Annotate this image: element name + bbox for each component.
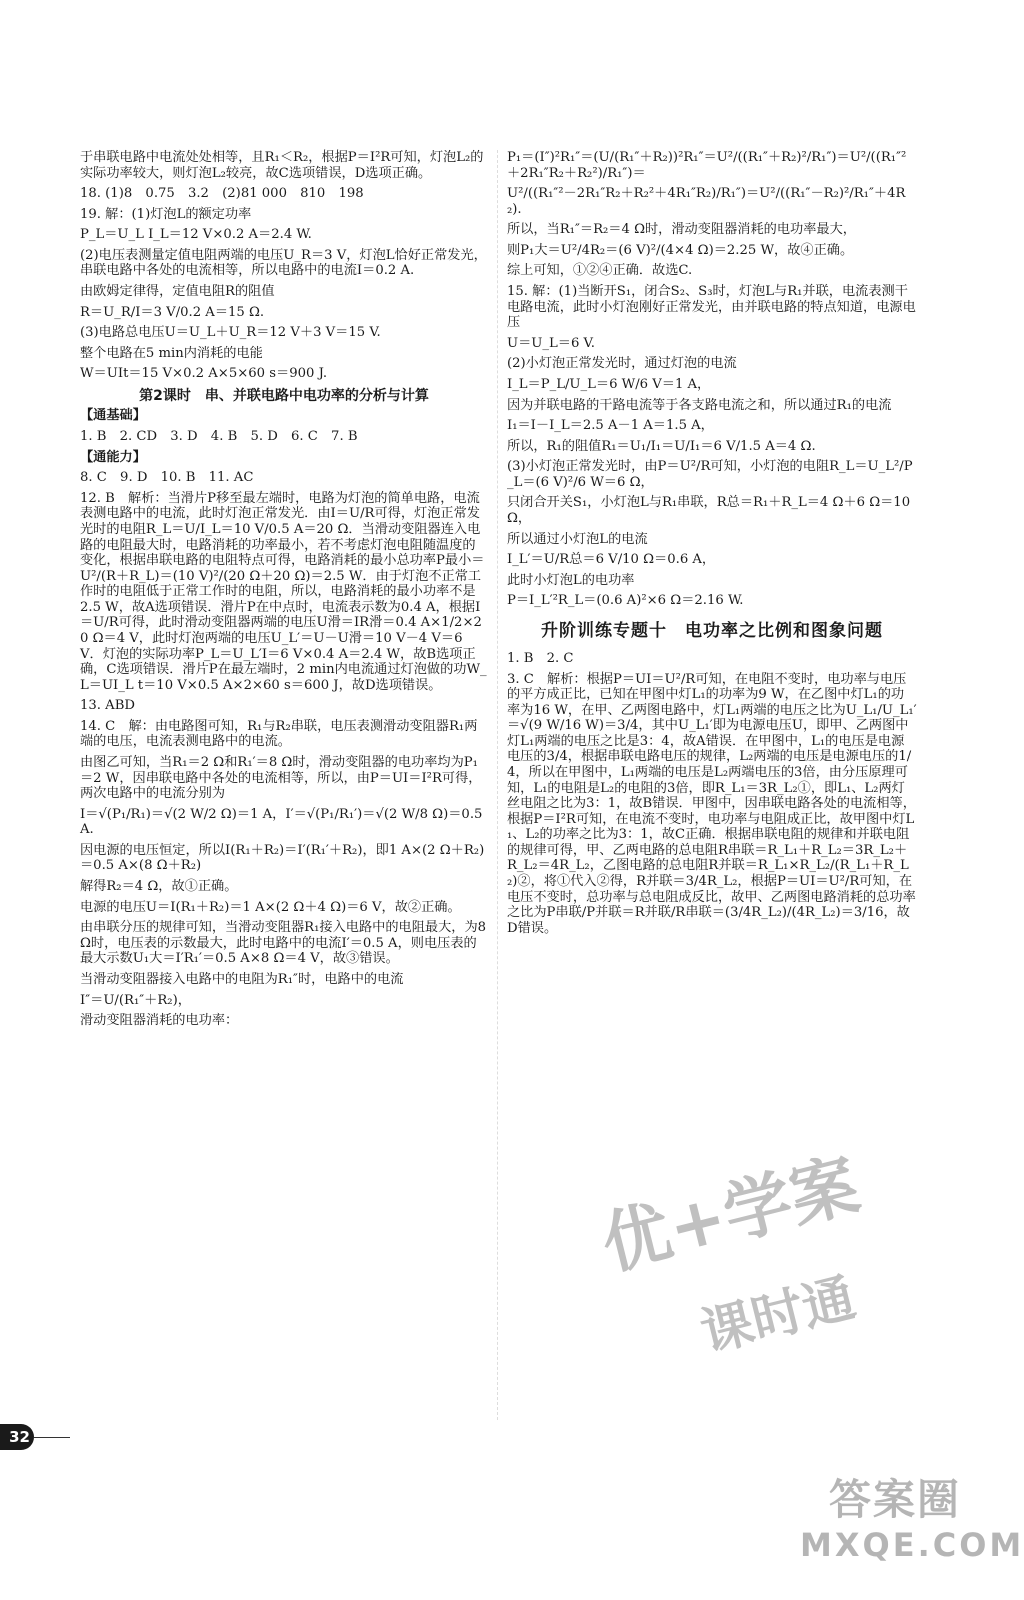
- text-line: I_L′＝U/R总＝6 V/10 Ω＝0.6 A，: [507, 552, 716, 568]
- answer-3: 3. C 解析：根据P＝UI＝U²/R可知，在电阻不变时，电功率与电压的平方成正比，已知在甲图中灯L₁的功率为9 W，在乙图中灯L₁的功率为16 W，在甲、乙两图电路中，灯L₁两端的电压之比为U_L₁/U_L₁′＝√(9 W/16 W)＝3/4，其中U_L₁′即为电源电压U，即甲、乙两图中灯L₁两端的电压之比是3：4，故A错误．在甲图中，L₁的电压是电源电压的3/4，根据串联电路电压的规律，L₂两端的电压是电源电压的1/4，所以在甲图中，L₁两端的电压是L₂两端电压的3倍，由分压原理可知，L₁的电阻是L₂的电阻的3倍，即R_L₁＝3R_L₂①，即L₁、L₂两灯丝电阻之比为3：1，故B错误．甲图中，因串联电路各处的电流相等，根据P＝I²R可知，在电流不变时，电功率与电阻成正比，故甲图中灯L₁、L₂的功率之比为3：1，故C正确．根据串联电阻的规律和并联电阻的规律可得，甲、乙两电路的总电阻R串联＝R_L₁＋R_L₂＝3R_L₂＋R_L₂＝4R_L₂，乙图电路的总电阻R并联＝R_L₁×R_L₂/(R_L₁＋R_L₂)②，将①代入②得，R并联＝3/4R_L₂，根据P＝UI＝U²/R可知，在电压不变时，总功率与总电阻成反比，故甲、乙两图电路消耗的总功率之比为P串联/P并联＝R并联/R串联＝(3/4R_L₂)/(4R_L₂)＝3/16，故D错误。: [507, 671, 917, 936]
- text-line: (2)电压表测量定值电阻两端的电压U_R＝3 V，灯泡L恰好正常发光，串联电路中各处的电流相等，所以电路中的电流I＝0.2 A.: [80, 247, 487, 279]
- text-line: 所以通过小灯泡L的电流: [507, 531, 648, 547]
- watermark-series: 课时通: [694, 1267, 862, 1364]
- text-line: U²/((R₁″²－2R₁″R₂＋R₂²＋4R₁″R₂)/R₁″)＝U²/((R₁″－R₂)²/R₁″＋4R₂).: [507, 186, 906, 217]
- answers-1-7: 1. B 2. CD 3. D 4. B 5. D 6. C 7. B: [80, 429, 358, 445]
- text-line: P_L＝U_L I_L＝12 V×0.2 A＝2.4 W.: [80, 227, 312, 243]
- text-line: 只闭合开关S₁，小灯泡L与R₁串联，R总＝R₁＋R_L＝4 Ω＋6 Ω＝10 Ω，: [507, 495, 915, 526]
- text-line: I″＝U/(R₁″＋R₂)，: [80, 992, 191, 1008]
- text-line: 由欧姆定律得，定值电阻R的阻值: [80, 284, 275, 300]
- column-divider: [497, 150, 498, 1420]
- section-title: 第2课时 串、并联电路中电功率的分析与计算: [139, 387, 429, 404]
- text-line: 整个电路在5 min内消耗的电能: [80, 345, 263, 361]
- text-line: 所以，当R₁″＝R₂＝4 Ω时，滑动变阻器消耗的电功率最大，: [507, 222, 856, 238]
- text-line: 电源的电压U＝I(R₁＋R₂)＝1 A×(2 Ω＋4 Ω)＝6 V，故②正确。: [80, 899, 461, 915]
- text-line: 由串联分压的规律可知，当滑动变阻器R₁接入电路中的电阻最大，为8 Ω时，电压表的示数最大，此时电路中的电流I′＝0.5 A，则电压表的最大示数U₁大＝I′R₁′＝0.5 A×8 Ω＝4 V，故③错误。: [80, 920, 491, 967]
- text-line: (3)小灯泡正常发光时，由P＝U²/R可知，小灯泡的电阻R_L＝U_L²/P_L＝(6 V)²/6 W＝6 Ω，: [507, 459, 913, 490]
- answer-15: 15. 解：(1)当断开S₁，闭合S₂、S₃时，灯泡L与R₁并联，电流表测干电路电流，此时小灯泡刚好正常发光，由并联电路的特点知道，电源电压: [507, 284, 916, 331]
- text-line: 解得R₂＝4 Ω，故①正确。: [80, 879, 238, 895]
- text-line: 此时小灯泡L的电功率: [507, 572, 635, 588]
- text-line: 综上可知，①②④正确．故选C.: [507, 263, 693, 279]
- answers-1-2: 1. B 2. C: [507, 650, 574, 666]
- text-line: U＝U_L＝6 V.: [507, 335, 595, 351]
- text-line: (2)小灯泡正常发光时，通过灯泡的电流: [507, 356, 737, 372]
- answer-12: 12. B 解析：当滑片P移至最左端时，电路为灯泡的简单电路，电流表测电路中的电流，此时灯泡正常发光．由I＝U/R可得，灯泡正常发光时的电阻R_L＝U/I_L＝10 V/0.5 A＝20 Ω．当滑动变阻器连入电路的电阻最大时，电路消耗的功率最小，若不考虑灯泡电阻随温度的变化，根据串联电路的电阻特点可得，电路消耗的最小总功率P最小＝U²/(R＋R_L)＝(10 V)²/(20 Ω＋20 Ω)＝2.5 W．由于灯泡不正常工作时的电阻低于正常工作时的电阻，所以，电路消耗的最小功率不是2.5 W，故A选项错误．滑片P在中点时，电流表示数为0.4 A，根据I＝U/R可得，此时滑动变阻器两端的电压U滑＝IR滑＝0.4 A×1/2×20 Ω＝4 V，此时灯泡两端的电压U_L′＝U－U滑＝10 V－4 V＝6 V．灯泡的实际功率P_L＝U_L′I＝6 V×0.4 A＝2.4 W，故B选项正确，C选项错误．滑片P在最左端时，2 min内电流通过灯泡做的功W_L＝UI_L t＝10 V×0.5 A×2×60 s＝600 J，故D选项错误。: [80, 490, 487, 693]
- text-line: I₁＝I－I_L＝2.5 A－1 A＝1.5 A，: [507, 418, 714, 434]
- site-logo-cn: 答案圈: [828, 1475, 961, 1524]
- site-logo-en: MXQE.COM: [800, 1525, 1024, 1564]
- left-column: [80, 150, 491, 1034]
- text-line: (3)电路总电压U＝U_L＋U_R＝12 V＋3 V＝15 V.: [80, 325, 381, 341]
- topic-title: 升阶训练专题十 电功率之比例和图象问题: [541, 620, 883, 641]
- text-line: P＝I_L′²R_L＝(0.6 A)²×6 Ω＝2.16 W.: [507, 593, 744, 609]
- watermark-brand: 优+学案: [594, 1144, 867, 1286]
- text-line: 由图乙可知，当R₁＝2 Ω和R₁′＝8 Ω时，滑动变阻器的电功率均为P₁＝2 W，因串联电路中各处的电流相等，所以，由P＝UI＝I²R可得，两次电路中的电流分别为: [80, 755, 482, 802]
- text-line: W＝UIt＝15 V×0.2 A×5×60 s＝900 J.: [80, 366, 328, 382]
- tag-basic: 【通基础】: [80, 408, 146, 424]
- page-number: 32: [0, 1424, 34, 1450]
- tag-ability: 【通能力】: [80, 449, 146, 465]
- answer-18: 18. (1)8 0.75 3.2 (2)81 000 810 198: [80, 186, 364, 202]
- answer-13: 13. ABD: [80, 698, 135, 714]
- text-line: 于串联电路中电流处处相等，且R₁＜R₂，根据P＝I²R可知，灯泡L₂的实际功率较大，则灯泡L₂较亮，故C选项错误，D选项正确。: [80, 150, 484, 181]
- site-logo: [800, 1475, 1024, 1585]
- text-line: 所以，R₁的阻值R₁＝U₁/I₁＝U/I₁＝6 V/1.5 A＝4 Ω.: [507, 438, 816, 454]
- text-line: P₁＝(I″)²R₁″＝(U/(R₁″＋R₂))²R₁″＝U²/((R₁″＋R₂)²/R₁″)＝U²/((R₁″²＋2R₁″R₂＋R₂²)/R₁″)＝: [507, 150, 907, 181]
- text-line: 滑动变阻器消耗的电功率：: [80, 1013, 239, 1029]
- text-line: 因为并联电路的干路电流等于各支路电流之和，所以通过R₁的电流: [507, 397, 892, 413]
- text-line: 因电源的电压恒定，所以I(R₁＋R₂)＝I′(R₁′＋R₂)，即1 A×(2 Ω＋R₂)＝0.5 A×(8 Ω＋R₂): [80, 842, 485, 874]
- answer-19: 19. 解：(1)灯泡L的额定功率: [80, 206, 252, 222]
- text-line: 当滑动变阻器接入电路中的电阻为R₁″时，电路中的电流: [80, 971, 404, 987]
- text-line: R＝U_R/I＝3 V/0.2 A＝15 Ω.: [80, 304, 265, 320]
- answers-8-11: 8. C 9. D 10. B 11. AC: [80, 470, 254, 486]
- text-line: 则P₁大＝U²/4R₂＝(6 V)²/(4×4 Ω)＝2.25 W，故④正确。: [507, 242, 854, 258]
- page-number-rule: [34, 1437, 70, 1438]
- text-line: I＝√(P₁/R₁)＝√(2 W/2 Ω)＝1 A，I′＝√(P₁/R₁′)＝√(2 W/8 Ω)＝0.5 A.: [80, 806, 487, 838]
- answer-14: 14. C 解：由电路图可知，R₁与R₂串联，电压表测滑动变阻器R₁两端的电压，电流表测电路中的电流。: [80, 718, 478, 750]
- right-column: [507, 150, 917, 941]
- text-line: I_L＝P_L/U_L＝6 W/6 V＝1 A，: [507, 376, 711, 392]
